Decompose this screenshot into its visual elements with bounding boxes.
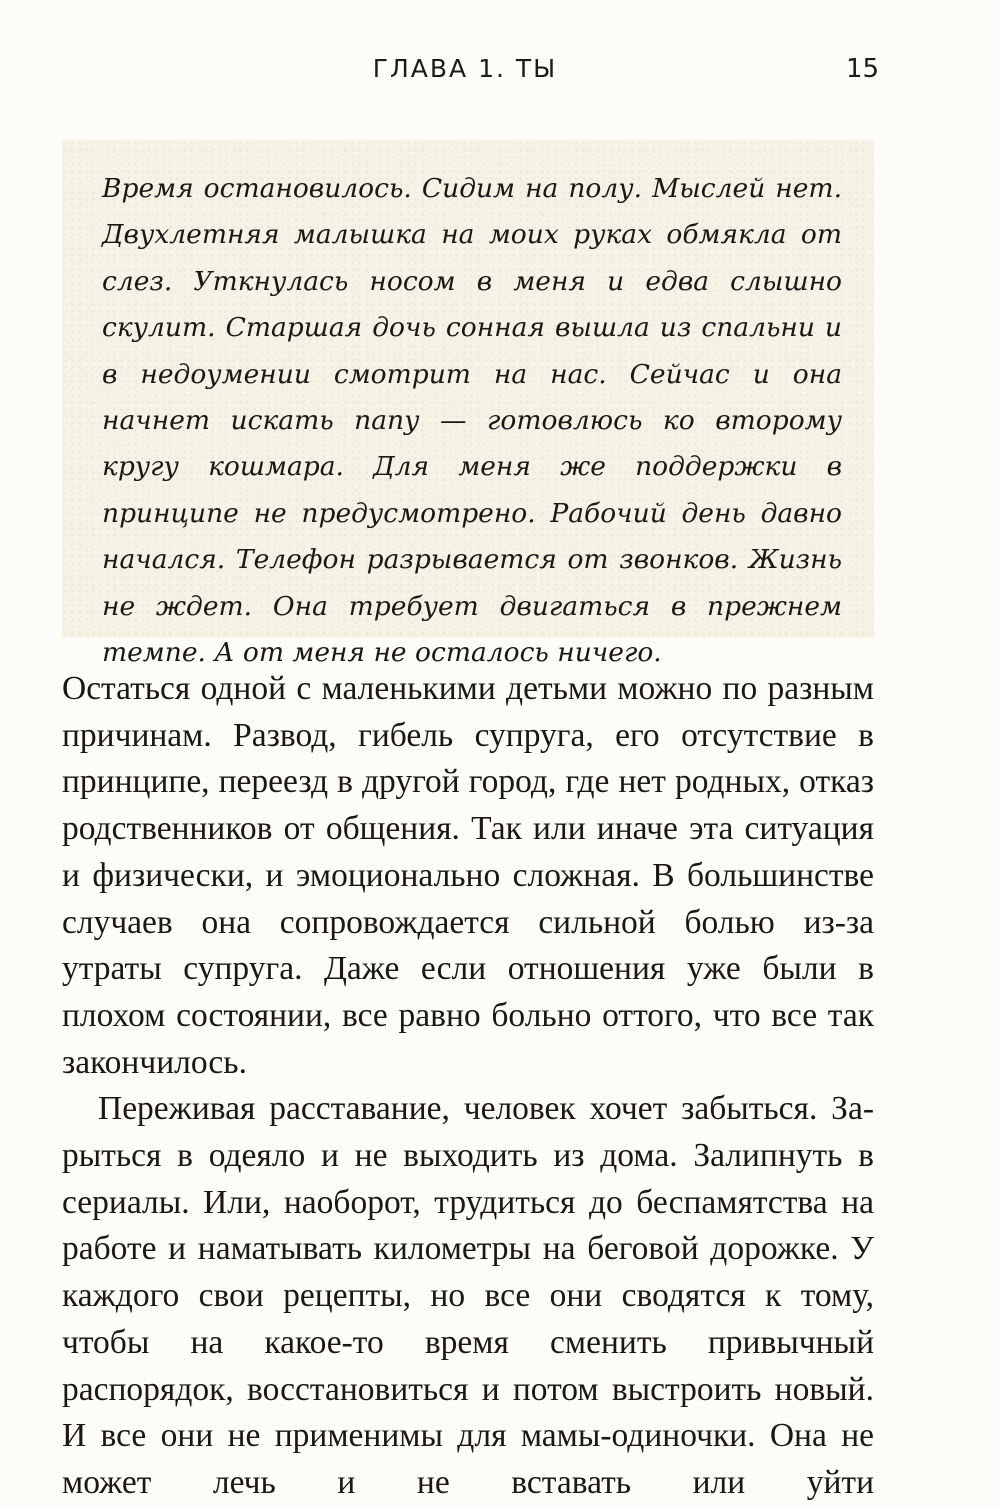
body-text: [62, 666, 874, 1507]
quote-box: [62, 140, 874, 669]
running-head: [0, 48, 1000, 88]
chapter-title: ГЛАВА 1. ТЫ: [372, 54, 558, 83]
paragraph-2: Переживая расставание, человек хочет забыться. Зарыться в одеяло и не выходить из дома. Залипнуть в сериалы. Или, наоборот, трудиться до беспамятства на работе и наматывать километры на беговой дорожке. У каждого свои рецепты, но все они сводятся к тому, чтобы на какое-то время сменить привычный распорядок, восстановиться и потом выстроить новый. И все они не применимы для мамы-одиночки. Она не может лечь и не вставать или уйти: [62, 1090, 874, 1501]
quote-text: Время остановилось. Сидим на полу. Мыслей нет. Двухлетняя малышка на моих руках обмякла от слез. Уткнулась носом в меня и едва слышно скулит. Старшая дочь сонная вышла из спальни и в недоумении смотрит на нас. Сейчас и она начнет искать папу — готовлюсь ко второму кругу кошмара. Для меня же поддержки в принципе не предусмотрено. Рабочий день давно начался. Телефон разрывается от звонков. Жизнь не ждет. Она требует двигаться в прежнем темпе. А от меня не осталось ничего.: [102, 173, 842, 669]
paragraph-1: Остаться одной с маленькими детьми можно по разным причинам. Развод, гибель супруга, его отсутствие в принципе, переезд в другой город, где нет родных, отказ родственников от общения. Так или иначе эта ситуация и физически, и эмоционально сложная. В большинстве случаев она сопровождается сильной болью из-за утраты супруга. Даже если отношения уже были в плохом состоянии, все равно больно оттого, что все так закончилось.: [62, 670, 874, 1081]
page-number: 15: [846, 54, 880, 84]
